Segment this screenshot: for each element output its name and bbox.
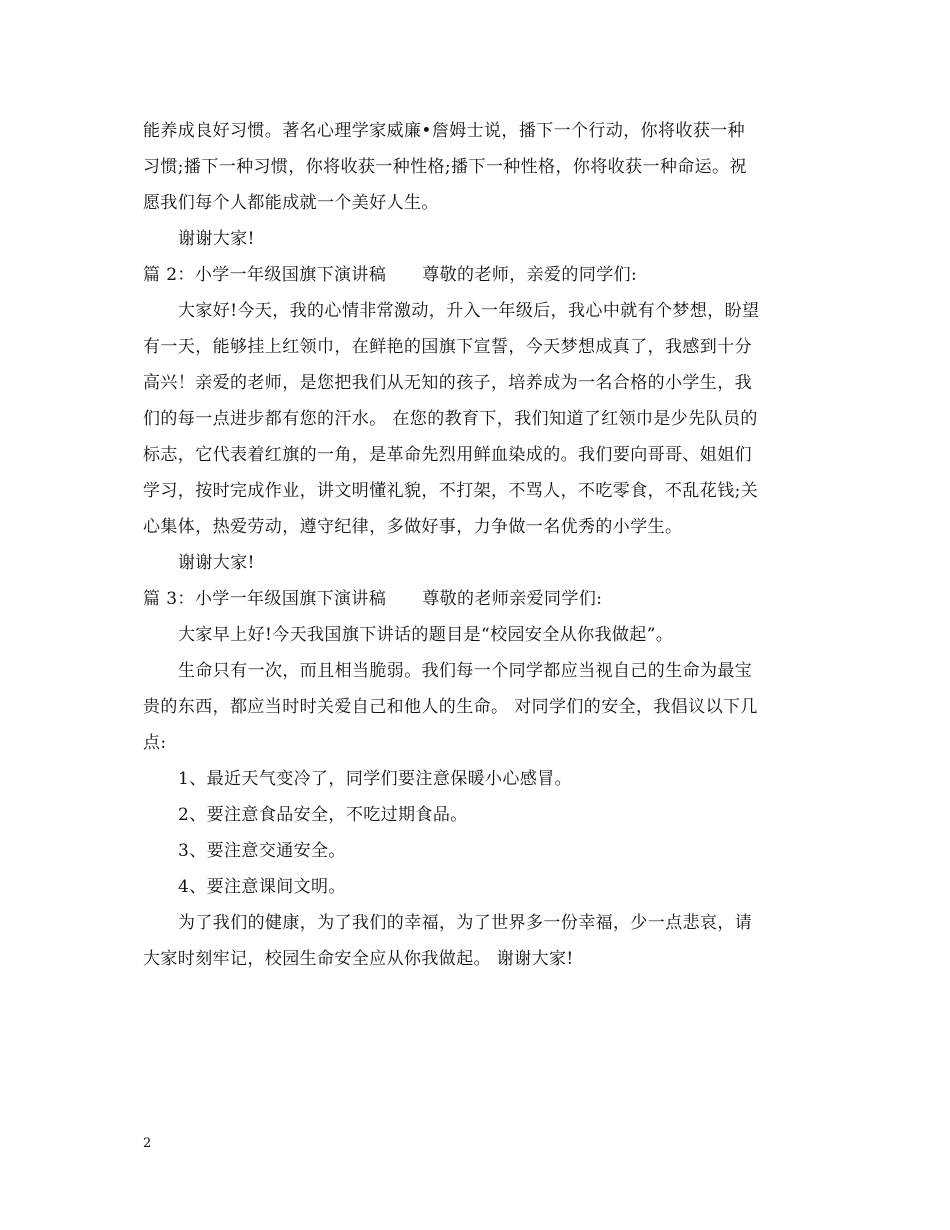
text-line: 学习，按时完成作业，讲文明懂礼貌，不打架，不骂人，不吃零食，不乱花钱;关 <box>143 481 759 501</box>
text-line: 贵的东西，都应当时时关爱自己和他人的生命。 对同学们的安全，我倡议以下几 <box>143 697 758 717</box>
text-line: 心集体，热爱劳动，遵守纪律，多做好事，力争做一名优秀的小学生。 <box>143 517 683 537</box>
list-item: 4、要注意课间文明。 <box>178 877 346 897</box>
text-line: 习惯;播下一种习惯，你将收获一种性格;播下一种性格，你将收获一种命运。祝 <box>143 157 747 177</box>
text-line: 点: <box>143 733 167 753</box>
closing-line: 谢谢大家! <box>178 553 255 573</box>
text-line: 们的每一点进步都有您的汗水。 在您的教育下，我们知道了红领巾是少先队员的 <box>143 409 758 429</box>
text-line: 大家好!今天，我的心情非常激动，升入一年级后，我心中就有个梦想，盼望 <box>178 301 760 321</box>
section-title: 篇 2：小学一年级国旗下演讲稿 <box>143 265 387 285</box>
list-item: 1、最近天气变冷了，同学们要注意保暖小心感冒。 <box>178 769 573 789</box>
section-greeting: 尊敬的老师亲爱同学们: <box>422 589 603 609</box>
list-item: 3、要注意交通安全。 <box>178 841 346 861</box>
text-line: 大家早上好!今天我国旗下讲话的题目是“校园安全从你我做起”。 <box>178 625 674 645</box>
text-line: 愿我们每个人都能成就一个美好人生。 <box>143 193 439 213</box>
text-line: 能养成良好习惯。著名心理学家威廉•詹姆士说，播下一个行动，你将收获一种 <box>143 121 746 141</box>
page-number: 2 <box>143 1136 152 1151</box>
text-line: 有一天，能够挂上红领巾，在鲜艳的国旗下宣誓，今天梦想成真了，我感到十分 <box>143 337 752 357</box>
text-line: 为了我们的健康，为了我们的幸福，为了世界多一份幸福，少一点悲哀，请 <box>178 913 753 933</box>
list-item: 2、要注意食品安全，不吃过期食品。 <box>178 805 468 825</box>
text-line: 标志，它代表着红旗的一角，是革命先烈用鲜血染成的。我们要向哥哥、姐姐们 <box>143 445 752 465</box>
document-body <box>143 113 813 977</box>
text-line: 大家时刻牢记，校园生命安全应从你我做起。 谢谢大家! <box>143 949 574 969</box>
section-greeting: 尊敬的老师，亲爱的同学们: <box>422 265 638 285</box>
text-line: 生命只有一次，而且相当脆弱。我们每一个同学都应当视自己的生命为最宝 <box>178 661 753 681</box>
closing-line: 谢谢大家! <box>178 229 255 249</box>
text-line: 高兴！亲爱的老师，是您把我们从无知的孩子，培养成为一名合格的小学生，我 <box>143 373 752 393</box>
section-heading-part3 <box>143 581 813 617</box>
section-heading-part2 <box>143 257 813 293</box>
section-title: 篇 3：小学一年级国旗下演讲稿 <box>143 589 387 609</box>
